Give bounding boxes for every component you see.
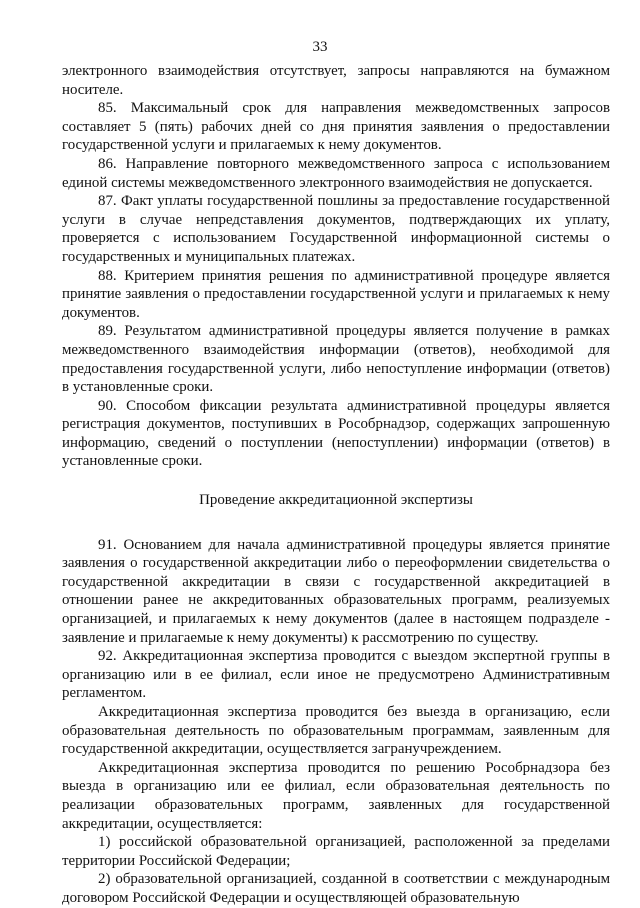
- page-number: 33: [312, 39, 328, 55]
- paragraph: 91. Основанием для начала административной процедуры является принятие заявления о государственной аккредитации либо о переоформлении свидетельства о государственной аккредитации в связи с государственной аккредитацией в отношении ранее не аккредитованных образовательных программ, реализуемых организацией, и прилагаемых к нему документов (далее в настоящем подразделе - заявление и прилагаемые к нему документы) к рассмотрению по существу.: [62, 536, 610, 646]
- paragraph: 88. Критерием принятия решения по административной процедуре является принятие заявления о предоставлении государственной услуги и прилагаемых к нему документов.: [62, 267, 610, 321]
- paragraph: 87. Факт уплаты государственной пошлины за предоставление государственной услуги в случае непредставления документов, подтверждающих их уплату, проверяется с использованием Государственной информационной системы о государственных и муниципальных платежах.: [62, 193, 610, 265]
- paragraphs-before-heading: [62, 62, 610, 471]
- paragraph: 86. Направление повторного межведомственного запроса с использованием единой системы межведомственного электронного взаимодействия не допускается.: [62, 155, 610, 191]
- paragraph: Аккредитационная экспертиза проводится по решению Рособрнадзора без выезда в организацию или ее филиал, если образовательная деятельность по реализации образовательных программ, заявленных для государственной аккредитации, осуществляется:: [62, 759, 610, 832]
- section-heading: Проведение аккредитационной экспертизы: [199, 492, 473, 509]
- paragraph: 2) образовательной организацией, созданной в соответствии с международным договором Российской Федерации и осуществляющей образовательную: [62, 871, 610, 906]
- paragraphs-after-heading: [62, 536, 610, 908]
- document-body: [62, 62, 610, 908]
- paragraph: 92. Аккредитационная экспертиза проводится с выездом экспертной группы в организацию или в ее филиал, если иное не предусмотрено Административным регламентом.: [62, 648, 610, 702]
- paragraph: Аккредитационная экспертиза проводится без выезда в организацию, если образовательная деятельность по образовательным программам, заявленным для государственной аккредитации, осуществляется загранучреждением.: [62, 704, 610, 758]
- paragraph: электронного взаимодействия отсутствует, запросы направляются на бумажном носителе.: [62, 63, 610, 98]
- paragraph: 85. Максимальный срок для направления межведомственных запросов составляет 5 (пять) рабочих дней со дня принятия заявления о предоставлении государственной услуги и прилагаемых к нему документов.: [62, 100, 610, 154]
- paragraph: 1) российской образовательной организацией, расположенной за пределами территории Российской Федерации;: [62, 834, 610, 869]
- paragraph: 89. Результатом административной процедуры является получение в рамках межведомственного взаимодействия информации (ответов), необходимой для предоставления государственной услуги, либо непоступление информации (ответов) в установленные сроки.: [62, 323, 610, 396]
- paragraph: 90. Способом фиксации результата административной процедуры является регистрация документов, поступивших в Рособрнадзор, содержащих запрошенную информацию, сведений о поступлении (непоступлении) информации (ответов) в установленные сроки.: [62, 397, 610, 470]
